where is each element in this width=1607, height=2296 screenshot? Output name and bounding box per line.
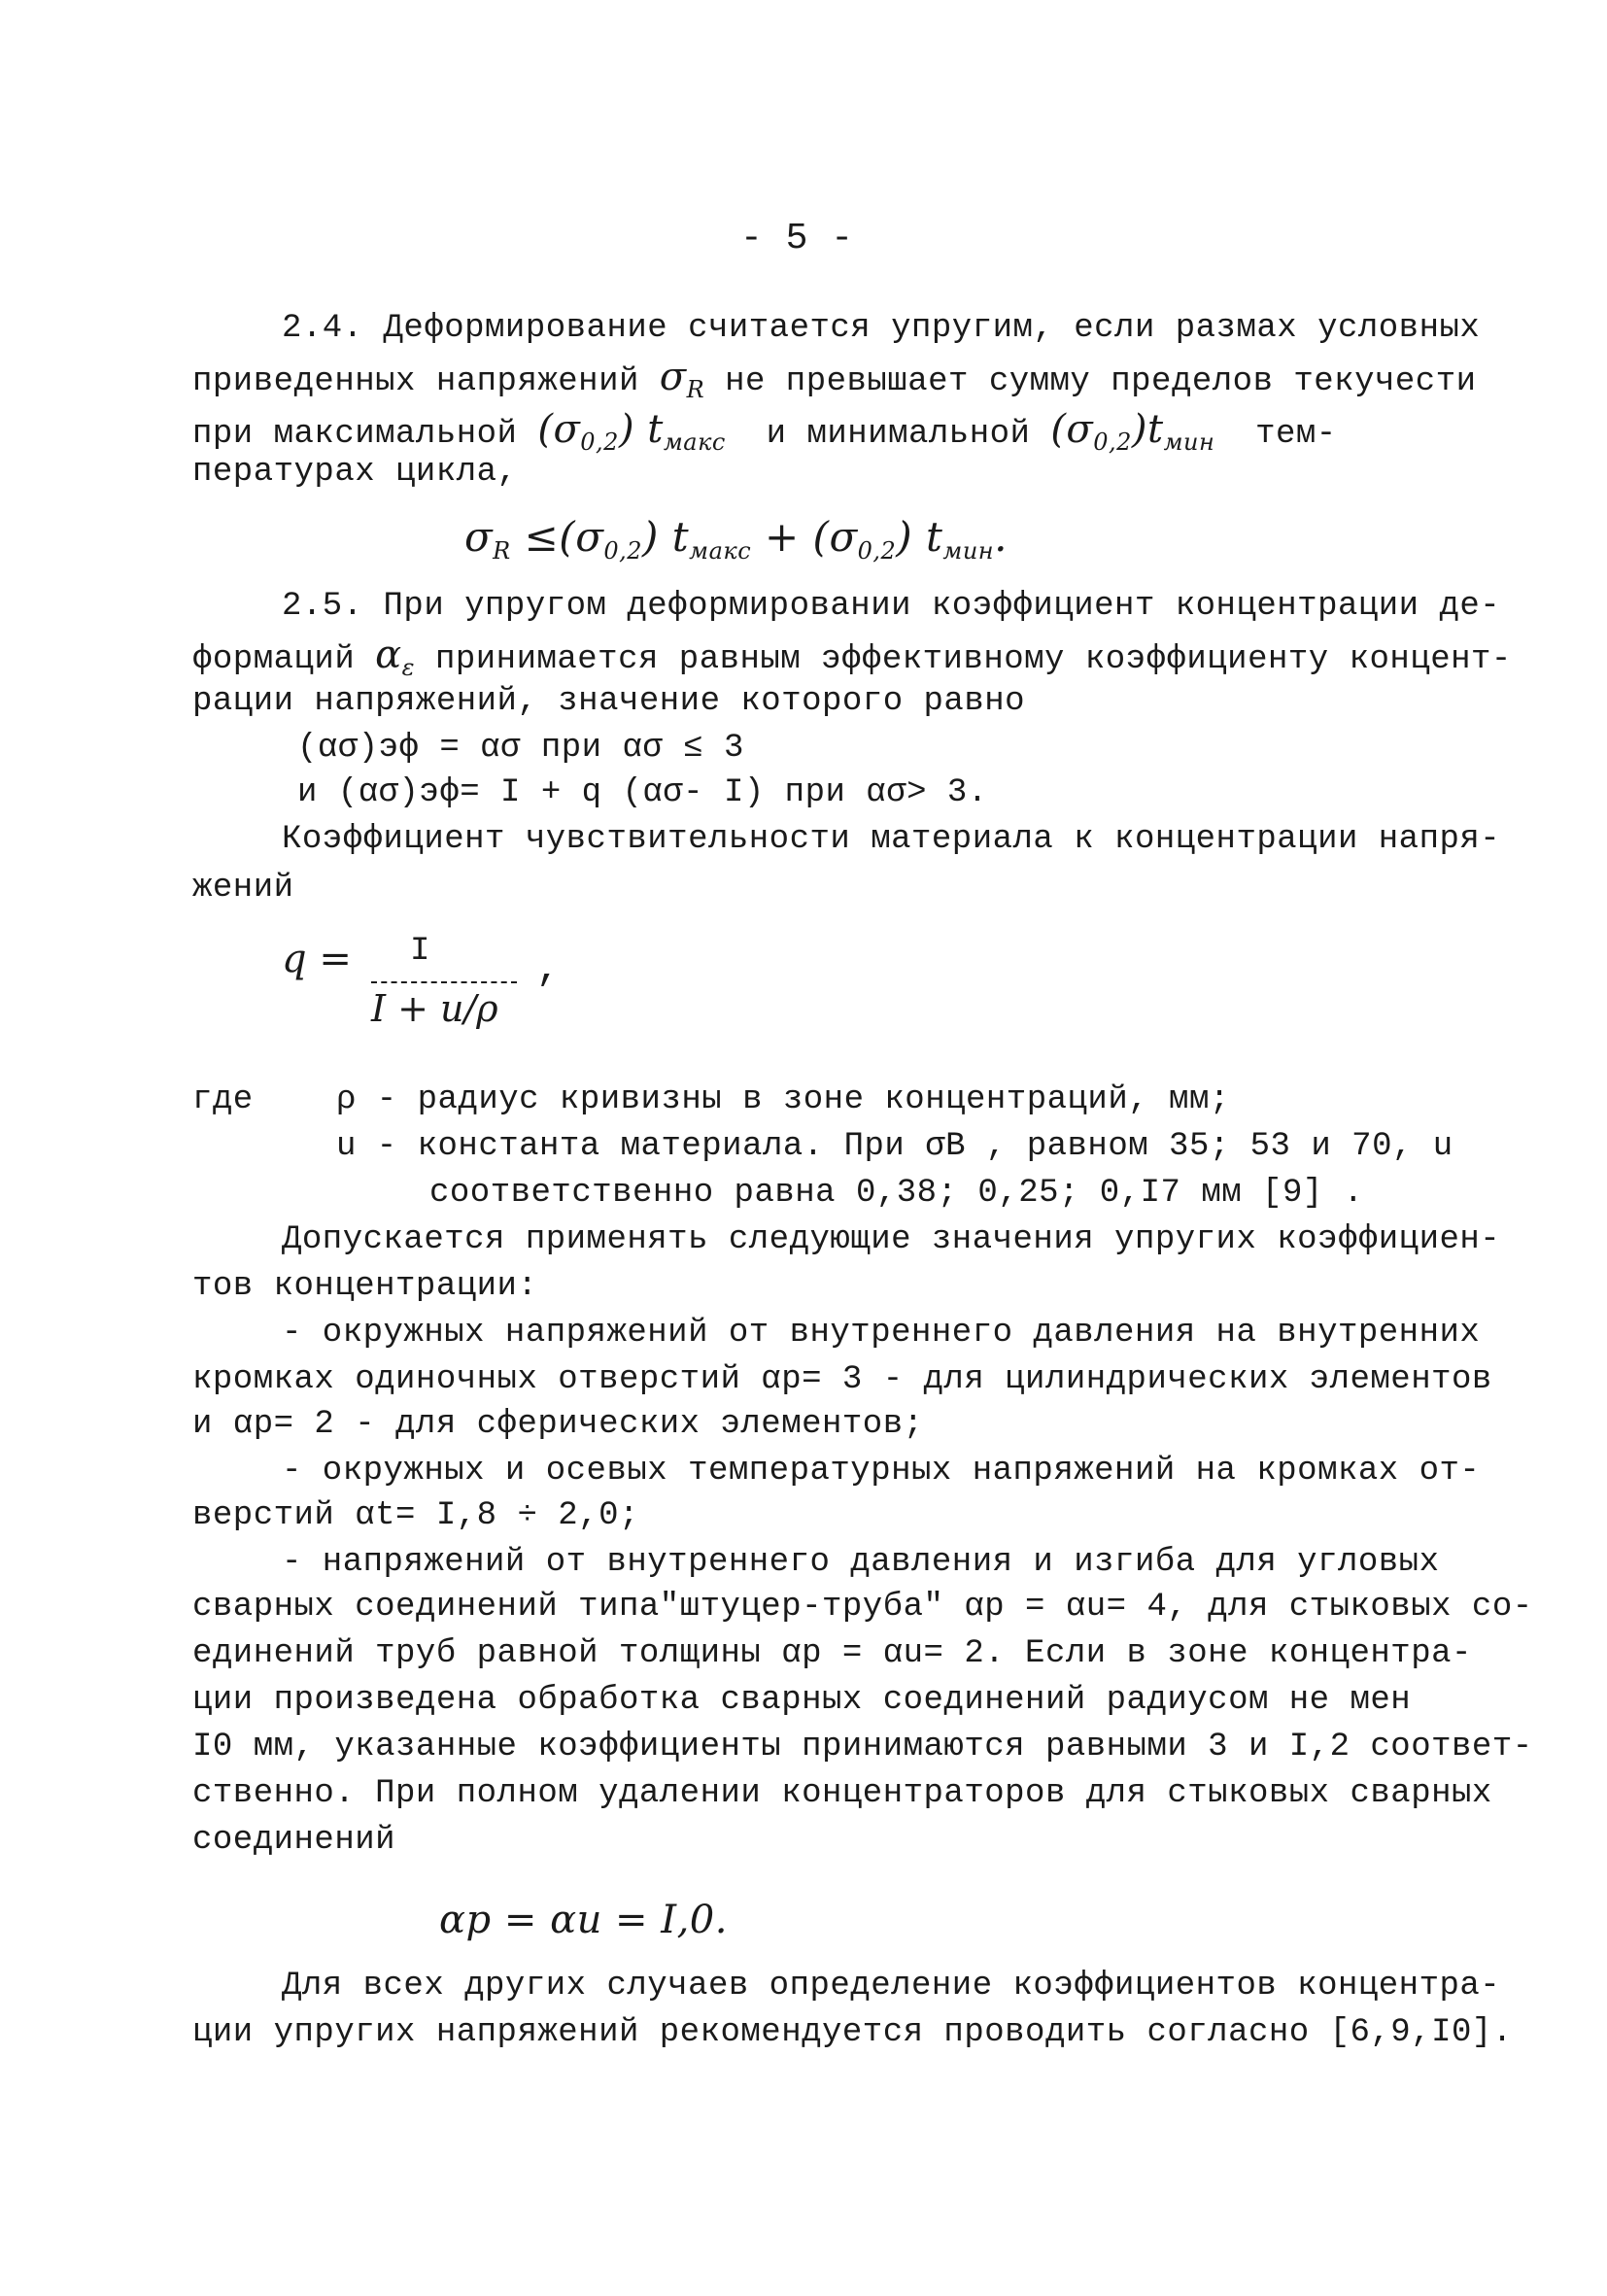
q-formula	[282, 933, 593, 1040]
allow-line4: кромках одиночных отверстий αp= 3 - для цилиндрических элементов	[192, 1361, 1492, 1398]
q-formula-numerator: I	[410, 933, 430, 970]
allow-line6: - окружных и осевых температурных напряжений на кромках от-	[282, 1453, 1481, 1490]
sensitivity-line2: жений	[192, 870, 294, 907]
where-label: где	[192, 1081, 254, 1118]
fraction-bar	[371, 981, 517, 983]
allow-line1: Допускается применять следующие значения упругих коэффициен-	[282, 1221, 1501, 1258]
alpha-epsilon-symbol: $\alpha_\varepsilon$	[375, 633, 416, 681]
allow-line3: - окружных напряжений от внутреннего давления на внутренних	[282, 1315, 1481, 1352]
sensitivity-line1: Коэффициент чувствительности материала к концентрации напря-	[282, 821, 1501, 858]
s24-line4: пературах цикла,	[192, 454, 518, 491]
q-formula-comma: ,	[536, 948, 561, 992]
sigma-R-symbol: $\sigma_R$	[659, 355, 705, 403]
s25-condition2: и (ασ)эф= I + q (ασ- I) при ασ> 3.	[297, 774, 988, 811]
where-rho: ρ - радиус кривизны в зоне концентраций, мм;	[336, 1081, 1230, 1118]
where-u-values: соответственно равна 0,38; 0,25; 0,I7 мм [9] .	[429, 1175, 1364, 1212]
s24-line3: при максимальной $(\sigma_{0,2})$ $t_{макс}$ и минимальной $(\sigma_{0,2})t_{мин}$ тем-	[192, 407, 1337, 456]
final-line1: Для всех других случаев определение коэффициентов концентра-	[282, 1968, 1501, 2005]
final-line2: ции упругих напряжений рекомендуется проводить согласно [6,9,I0].	[192, 2014, 1513, 2051]
sigma-02-tmin: $(\sigma_{0,2})t_{мин}$	[1050, 407, 1215, 456]
allow-line2: тов концентрации:	[192, 1268, 538, 1305]
alpha-equal-formula: αp = αu = I,0.	[439, 1898, 728, 1942]
s25-line2: формаций $\alpha_\varepsilon$ принимается равным эффективному коэффициенту концент-	[192, 633, 1512, 681]
where-u: u - константа материала. При σB , равном 35; 53 и 70, u	[336, 1128, 1453, 1165]
s24-line1: 2.4. Деформирование считается упругим, если размах условных	[282, 310, 1481, 347]
allow-line13: ственно. При полном удалении концентраторов для стыковых сварных	[192, 1775, 1492, 1812]
s25-condition1: (ασ)эф = ασ при ασ ≤ 3	[297, 730, 744, 767]
allow-line7: верстий αt= I,8 ÷ 2,0;	[192, 1497, 639, 1534]
allow-line14: соединений	[192, 1822, 396, 1859]
s24-line2: приведенных напряжений $\sigma_R$ не превышает сумму пределов текучести	[192, 355, 1477, 403]
q-formula-denominator: I + u/ρ	[371, 987, 498, 1030]
allow-line5: и αp= 2 - для сферических элементов;	[192, 1406, 924, 1443]
s25-line1: 2.5. При упругом деформировании коэффициент концентрации де-	[282, 588, 1501, 625]
s25-line3: рации напряжений, значение которого равно	[192, 683, 1026, 720]
s24-formula: $\sigma_R \le(\sigma_{0,2}) t_{макс} + (\sigma_{0,2})$ $t_{мин}$.	[464, 513, 1008, 565]
allow-line12: I0 мм, указанные коэффициенты принимаются равными 3 и I,2 соответ-	[192, 1729, 1533, 1765]
q-formula-lhs: q =	[282, 937, 352, 981]
allow-line10: единений труб равной толщины αp = αu= 2. Если в зоне концентра-	[192, 1635, 1472, 1672]
allow-line9: сварных соединений типа"штуцер-труба" αp = αu= 4, для стыковых со-	[192, 1589, 1533, 1626]
page-number: - 5 -	[740, 218, 854, 259]
sigma-02-tmax: $(\sigma_{0,2})$ $t_{макс}$	[537, 407, 726, 456]
allow-line11: ции произведена обработка сварных соединений радиусом не мен	[192, 1682, 1412, 1719]
allow-line8: - напряжений от внутреннего давления и изгиба для угловых	[282, 1544, 1440, 1581]
